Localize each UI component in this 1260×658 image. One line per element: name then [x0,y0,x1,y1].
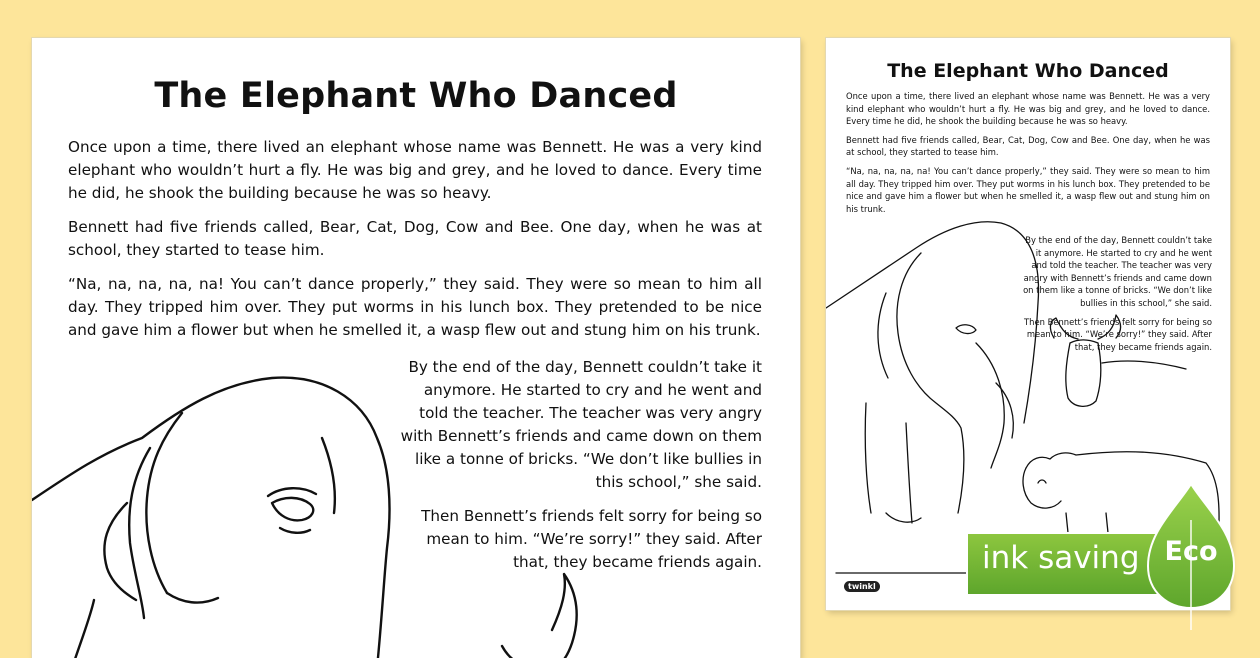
twinkl-logo: twinkl [844,581,880,592]
story-body-small [846,90,1210,221]
story-paragraph: Once upon a time, there lived an elephant whose name was Bennett. He was a very kind elephant who wouldn’t hurt a fly. He was big and grey, and he loved to dance. Every time he did, he shook the building because he was so heavy. [846,91,1210,127]
story-paragraph: “Na, na, na, na, na! You can’t dance properly,” they said. They were so mean to him all day. They tripped him over. They put worms in his lunch box. They pretended to be nice and gave him a flower but when he smelled it, a wasp flew out and stung him on his trunk. [846,165,1210,214]
ink-saving-label: ink saving [982,540,1140,576]
story-paragraph: Bennett had five friends called, Bear, Cat, Dog, Cow and Bee. One day, when he was at school, they started to tease him. [846,134,1210,158]
story-paragraph: By the end of the day, Bennett couldn’t take it anymore. He started to cry and he went and told the teacher. The teacher was very angry with Bennett’s friends and came down on them like a tonne of bricks. “We don’t like bullies in this school,” she said. [1023,235,1212,308]
story-paragraph: Once upon a time, there lived an elephant whose name was Bennett. He was a very kind elephant who wouldn’t hurt a fly. He was big and grey, and he loved to dance. Every time he did, he shook the building because he was so heavy. [68,138,762,202]
story-paragraph: Then Bennett’s friends felt sorry for being so mean to him. “We’re sorry!” they said. After that, they became friends again. [421,507,762,571]
story-paragraph: Bennett had five friends called, Bear, Cat, Dog, Cow and Bee. One day, when he was at school, they started to tease him. [68,218,762,259]
eco-label: Eco [1164,536,1218,567]
elephant-illustration [32,368,592,658]
worksheet-large [32,38,800,658]
story-paragraph: “Na, na, na, na, na! You can’t dance properly,” they said. They were so mean to him all day. They tripped him over. They put worms in his lunch box. They pretended to be nice and gave him a flower but when he smelled it, a wasp flew out and stung him on his trunk. [68,275,762,339]
eco-ink-saving-badge [964,480,1260,630]
story-body [68,136,762,353]
story-paragraph: By the end of the day, Bennett couldn’t take it anymore. He started to cry and he went and told the teacher. The teacher was very angry with Bennett’s friends and came down on them like a tonne of bricks. “We don’t like bullies in this school,” she said. [400,358,762,491]
worksheet-title-small: The Elephant Who Danced [887,60,1169,82]
story-paragraph: Then Bennett’s friends felt sorry for being so mean to him. “We’re sorry!” they said. After that, they became friends again. [1024,316,1212,352]
worksheet-title: The Elephant Who Danced [154,76,678,116]
